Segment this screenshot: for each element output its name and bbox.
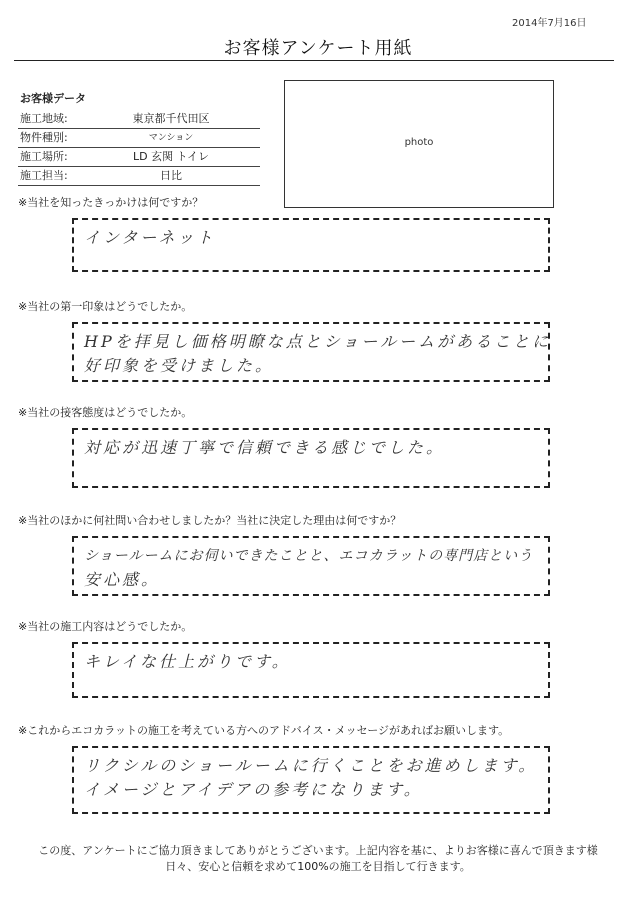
answer-box-4 <box>72 536 550 596</box>
data-row-staff <box>18 167 260 186</box>
data-value: 日比 <box>160 169 182 182</box>
data-label: 施工場所: <box>20 150 68 163</box>
photo-placeholder <box>284 80 554 208</box>
answer-line: リクシルのショールームに行くことをお進めします。 <box>84 756 538 775</box>
question-2: ※当社の第一印象はどうでしたか。 <box>18 300 193 313</box>
answer-box-2 <box>72 322 550 382</box>
data-label: 物件種別: <box>20 131 68 144</box>
customer-data-heading: お客様データ <box>20 92 86 105</box>
title-underline <box>14 60 614 61</box>
data-label: 施工担当: <box>20 169 68 182</box>
survey-date: 2014年7月16日 <box>512 18 587 29</box>
answer-line: 好印象を受けました。 <box>84 356 275 375</box>
photo-label: photo <box>404 137 434 148</box>
data-row-area <box>18 110 260 129</box>
answer-line: インターネット <box>84 228 216 247</box>
data-row-location <box>18 148 260 167</box>
answer-line: 対応が迅速丁寧で信頼できる感じでした。 <box>84 438 446 457</box>
answer-box-3 <box>72 428 550 488</box>
answer-line: キレイな仕上がりです。 <box>84 652 291 671</box>
data-label: 施工地域: <box>20 112 68 125</box>
answer-line: ショールームにお伺いできたことと、エコカラットの専門店という <box>84 548 534 564</box>
answer-line: イメージとアイデアの参考になります。 <box>84 780 423 799</box>
closing-line-1: この度、アンケートにご協力頂きましてありがとうございます。上記内容を基に、よりお客様に喜んで頂きます様 <box>38 844 598 857</box>
closing-line-2: 日々、安心と信頼を求めて100%の施工を目指して行きます。 <box>165 860 471 873</box>
data-value: LD 玄関 トイレ <box>132 150 210 163</box>
data-row-property-type <box>18 129 260 148</box>
question-6: ※これからエコカラットの施工を考えている方へのアドバイス・メッセージがあればお願いします。 <box>18 724 510 737</box>
page-title: お客様アンケート用紙 <box>223 38 413 59</box>
answer-box-5 <box>72 642 550 698</box>
answer-box-1 <box>72 218 550 272</box>
data-value: 東京都千代田区 <box>132 112 210 125</box>
answer-line: 安心感。 <box>84 570 161 589</box>
question-1: ※当社を知ったきっかけは何ですか？ <box>18 196 204 209</box>
customer-data-table <box>18 110 260 186</box>
answer-box-6 <box>72 746 550 814</box>
answer-line: HPを拝見し価格明瞭な点とショールームがあることに <box>84 332 552 351</box>
data-value: マンション <box>148 133 194 143</box>
question-5: ※当社の施工内容はどうでしたか。 <box>18 620 193 633</box>
question-4: ※当社のほかに何社問い合わせしましたか？当社に決定した理由は何ですか？ <box>18 514 402 527</box>
question-3: ※当社の接客態度はどうでしたか。 <box>18 406 193 419</box>
